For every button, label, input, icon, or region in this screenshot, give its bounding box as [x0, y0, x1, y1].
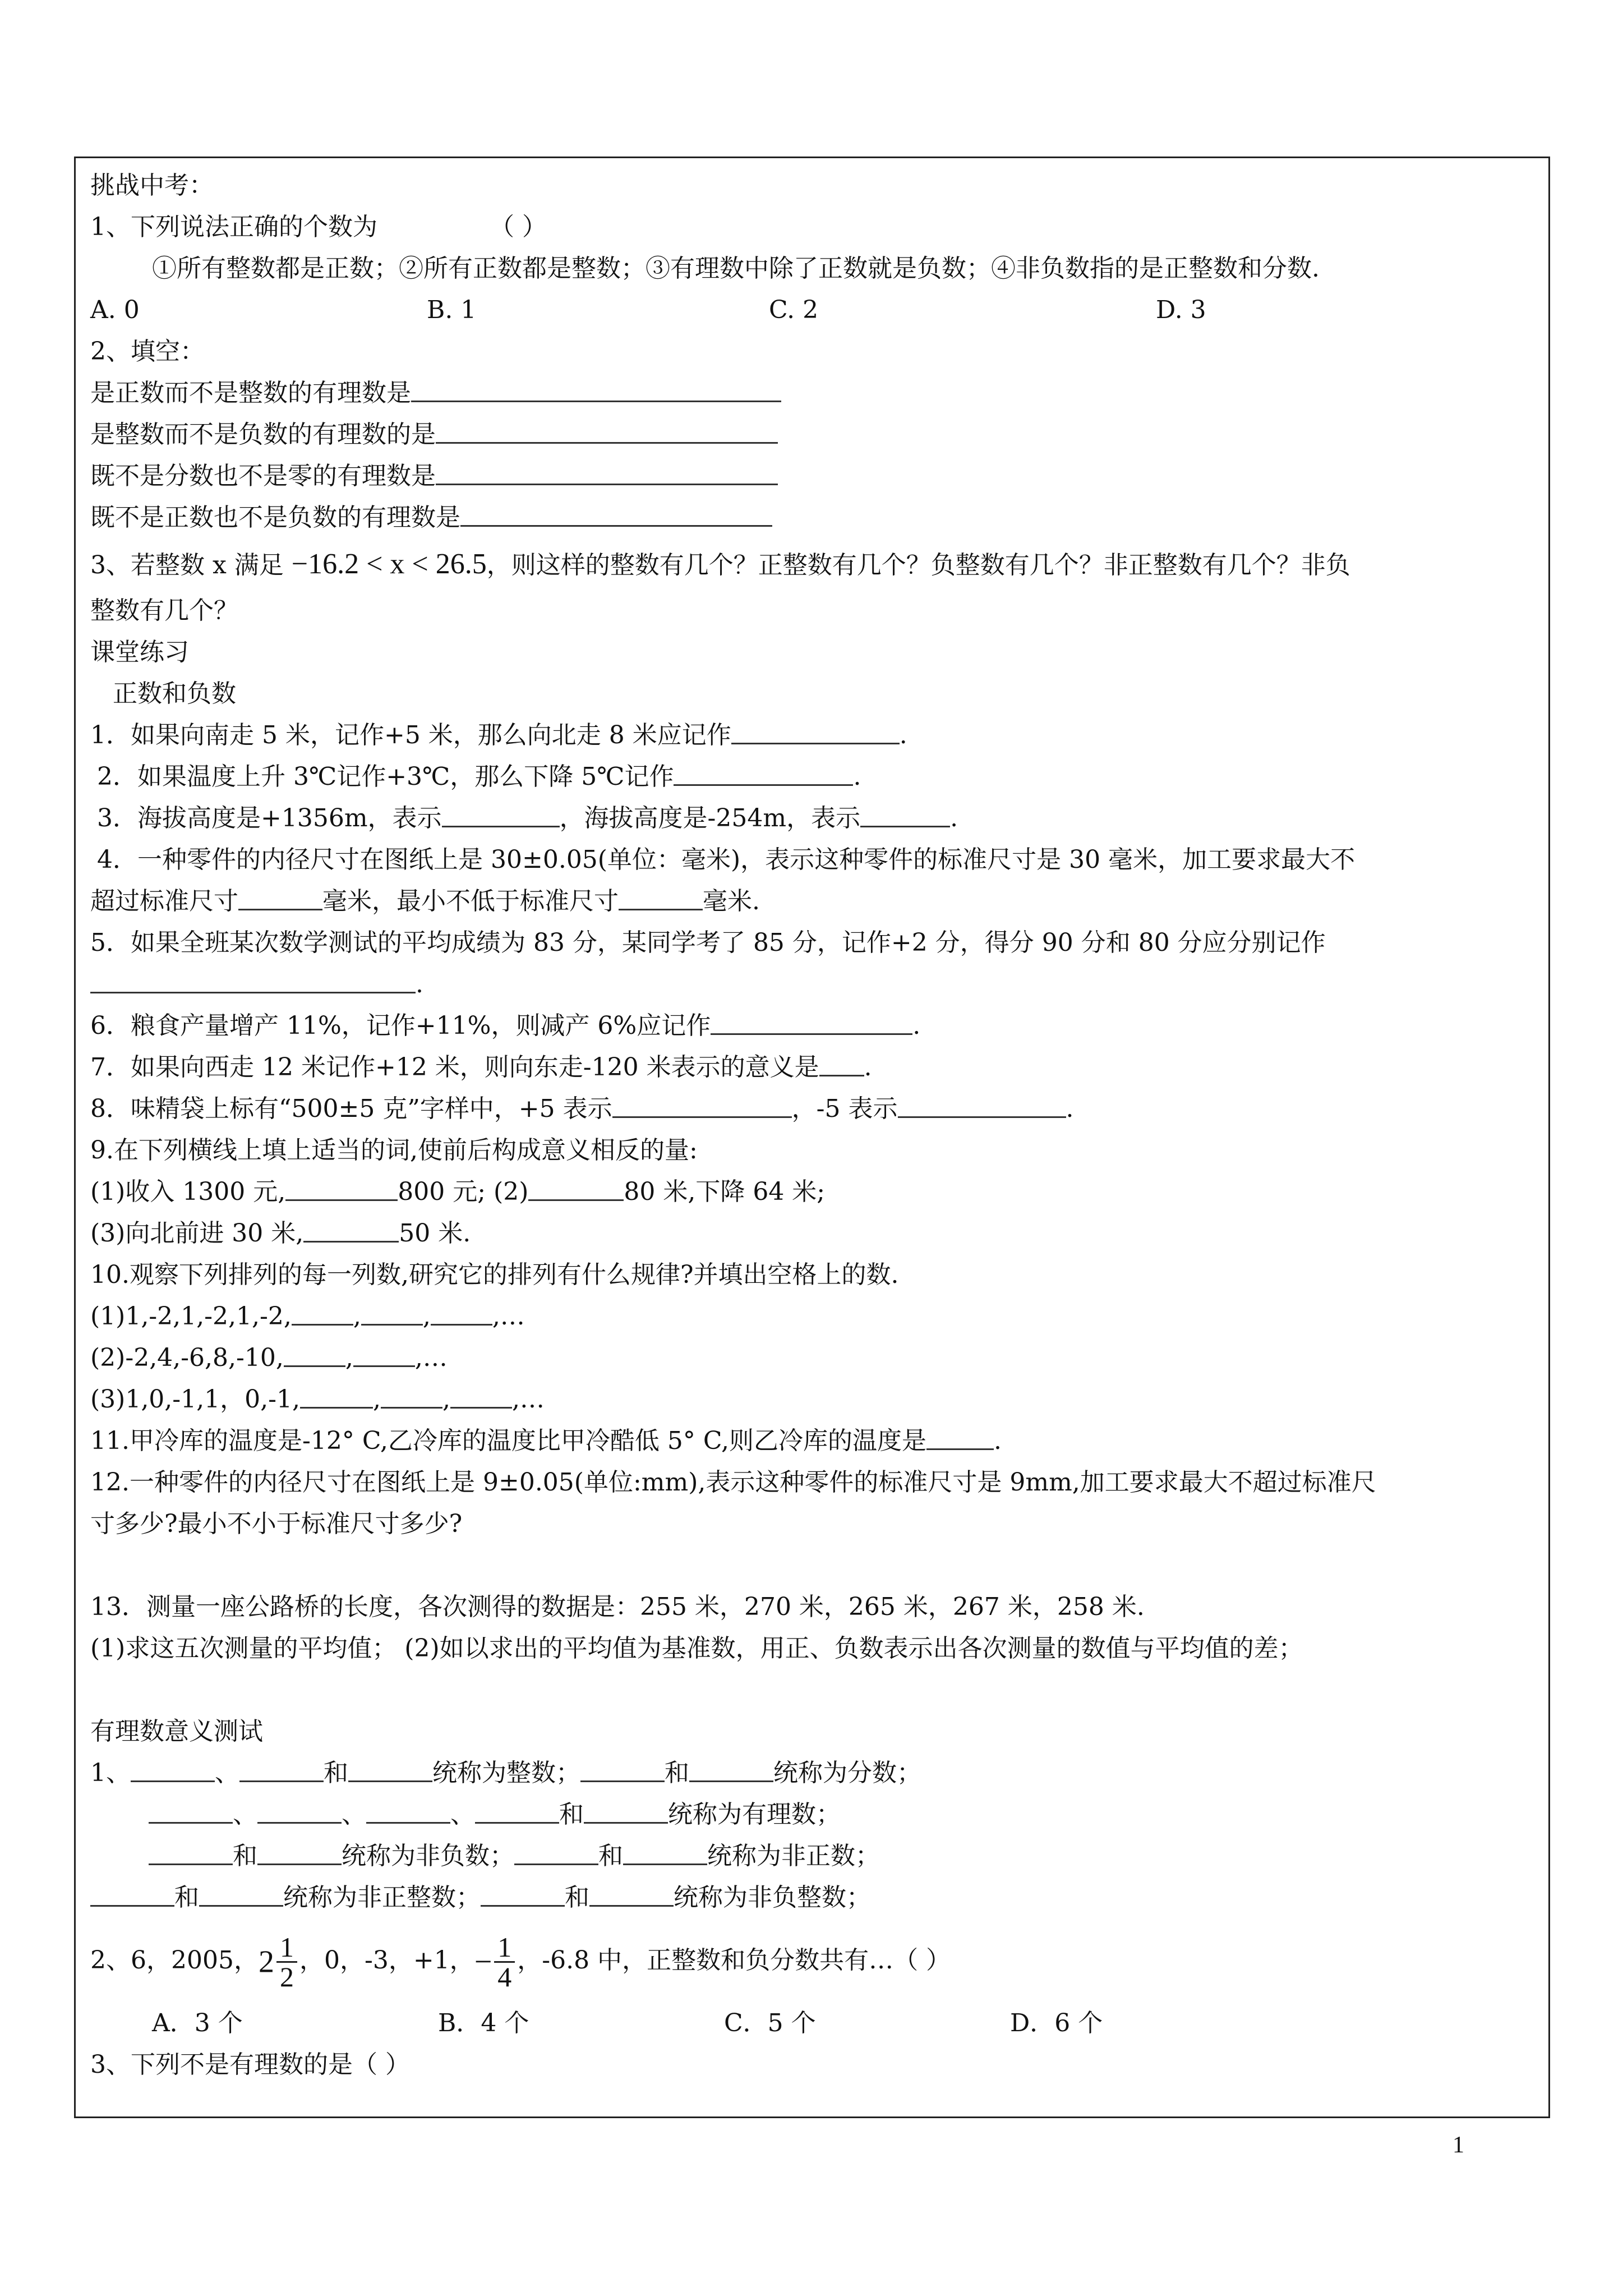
fill-line — [90, 372, 1537, 414]
answer-blank[interactable] — [149, 1797, 233, 1824]
answer-blank[interactable] — [257, 1839, 342, 1865]
answer-blank[interactable] — [450, 1382, 512, 1409]
q-text: 统称为非负整数； — [674, 1883, 871, 1912]
answer-blank[interactable] — [436, 417, 778, 444]
practice-q11 — [90, 1420, 1537, 1462]
option-a: A．3 个 — [152, 2009, 243, 2037]
worksheet-content — [90, 165, 1537, 2086]
q-text: , — [511, 1385, 520, 1414]
q-text: . — [416, 970, 423, 999]
q-text: … — [422, 1343, 448, 1372]
section-title-challenge: 挑战中考： — [90, 171, 214, 200]
q-text: 统称为有理数； — [668, 1800, 841, 1829]
q-text: 11.甲冷库的温度是-12° C,乙冷库的温度比甲冷酷低 5° C,则乙冷库的温度是 — [90, 1427, 926, 1455]
question-2-title: 2、填空： — [90, 337, 205, 366]
practice-q4: 4．一种零件的内径尺寸在图纸上是 30±0.05(单位：毫米)，表示这种零件的标准尺寸是 30 毫米，加工要求最大不 — [97, 845, 1355, 874]
q-text: 、 — [215, 1759, 239, 1787]
answer-blank[interactable] — [300, 1382, 373, 1409]
q-text: 1、 — [90, 1759, 131, 1787]
test-q1-line3 — [90, 1835, 1537, 1877]
q-text: 和 — [559, 1800, 584, 1829]
test-q2-options — [90, 2003, 1537, 2044]
option-a: A. 0 — [90, 296, 140, 324]
answer-blank[interactable] — [612, 1092, 792, 1118]
answer-blank[interactable] — [481, 1880, 565, 1907]
answer-blank[interactable] — [303, 1216, 399, 1243]
q-text: (1)收入 1300 元, — [90, 1177, 286, 1206]
question-1 — [90, 206, 1537, 248]
answer-blank[interactable] — [366, 1797, 450, 1824]
fraction-one-quarter — [494, 1933, 515, 1991]
option-c: C. 2 — [769, 296, 819, 324]
question-3 — [90, 539, 1537, 590]
answer-blank[interactable] — [90, 967, 416, 993]
practice-q13-line2: (1)求这五次测量的平均值； (2)如以求出的平均值为基准数，用正、负数表示出各次测量的数值与平均值的差； — [90, 1634, 1303, 1663]
answer-blank[interactable] — [528, 1175, 624, 1201]
answer-blank[interactable] — [149, 1839, 233, 1865]
answer-blank[interactable] — [711, 1009, 912, 1035]
q-text: 统称为分数； — [773, 1759, 921, 1787]
practice-q2 — [90, 756, 1537, 798]
question-3-line2: 整数有几个？ — [90, 596, 238, 625]
test-q3: 3、下列不是有理数的是（ ） — [90, 2050, 410, 2079]
sequence-3 — [90, 1379, 1537, 1420]
practice-q12-line2: 寸多少?最小不小于标准尺寸多少? — [90, 1510, 463, 1538]
fill-label: 既不是正数也不是负数的有理数是 — [90, 503, 460, 532]
answer-blank[interactable] — [353, 1341, 415, 1367]
q-text: 、 — [233, 1800, 257, 1829]
q-text: 和 — [324, 1759, 348, 1787]
answer-blank[interactable] — [689, 1756, 773, 1782]
q-text: , — [442, 1385, 450, 1414]
question-1-options — [90, 289, 1537, 331]
minus-sign: − — [474, 1944, 492, 1980]
section-subtitle: 正数和负数 — [113, 679, 236, 708]
option-c: C．5 个 — [724, 2009, 816, 2037]
q-text: 毫米. — [703, 887, 760, 915]
q-text: 1．如果向南走 5 米，记作+5 米，那么向北走 8 米应记作 — [90, 721, 731, 749]
answer-blank[interactable] — [411, 376, 781, 402]
answer-blank[interactable] — [381, 1382, 442, 1409]
section-title-practice: 课堂练习 — [90, 638, 189, 666]
practice-q10: 10.观察下列排列的每一列数,研究它的排列有什么规律?并填出空格上的数. — [90, 1260, 899, 1289]
answer-blank[interactable] — [257, 1797, 342, 1824]
practice-q8 — [90, 1088, 1537, 1130]
q-text: ，0，-3，+1， — [299, 1946, 474, 1975]
practice-q5-line2 — [90, 964, 1537, 1005]
practice-q3 — [90, 798, 1537, 839]
q-text: 、 — [342, 1800, 366, 1829]
q-text: 和 — [233, 1842, 257, 1870]
q-text: (3)向北前进 30 米, — [90, 1219, 304, 1248]
answer-blank[interactable] — [926, 1424, 994, 1450]
numerator: 1 — [494, 1933, 515, 1963]
practice-q12: 12.一种零件的内径尺寸在图纸上是 9±0.05(单位:mm),表示这种零件的标准尺寸是 9mm,加工要求最大不超过标准尺 — [90, 1468, 1376, 1497]
q-text: . — [950, 804, 958, 832]
q-text: 7．如果向西走 12 米记作+12 米，则向东走-120 米表示的意义是 — [90, 1053, 819, 1082]
q-text: 毫米，最小不低于标准尺寸 — [322, 887, 619, 915]
practice-q9-line2 — [90, 1171, 1537, 1213]
answer-blank[interactable] — [239, 1756, 324, 1782]
answer-blank[interactable] — [623, 1839, 707, 1865]
answer-blank[interactable] — [584, 1797, 668, 1824]
answer-blank[interactable] — [238, 884, 322, 910]
answer-blank[interactable] — [460, 500, 772, 527]
q-text: . — [899, 721, 907, 749]
fill-label: 是整数而不是负数的有理数的是 — [90, 420, 436, 449]
answer-blank[interactable] — [431, 1299, 492, 1326]
mixed-number-whole: 2 — [258, 1944, 274, 1980]
practice-q9-line3 — [90, 1213, 1537, 1254]
q-text: . — [853, 762, 861, 791]
q-text: 统称为非负数； — [342, 1842, 514, 1870]
inequality: −16.2 < x < 26.5 — [291, 548, 487, 580]
answer-blank[interactable] — [580, 1756, 665, 1782]
answer-blank[interactable] — [292, 1299, 353, 1326]
answer-blank[interactable] — [436, 459, 778, 485]
practice-q5: 5．如果全班某次数学测试的平均成绩为 83 分，某同学考了 85 分，记作+2 分，得分 90 分和 80 分应分别记作 — [90, 928, 1326, 957]
fill-line — [90, 414, 1537, 455]
answer-blank[interactable] — [898, 1092, 1066, 1118]
fill-label: 既不是分数也不是零的有理数是 — [90, 462, 436, 490]
numerator: 1 — [276, 1933, 297, 1963]
answer-blank[interactable] — [199, 1880, 283, 1907]
q-text: , — [492, 1302, 500, 1331]
practice-q13: 13．测量一座公路桥的长度，各次测得的数据是：255 米，270 米，265 米，267 米，258 米. — [90, 1593, 1145, 1621]
answer-blank[interactable] — [284, 1341, 345, 1367]
answer-blank[interactable] — [819, 1050, 864, 1076]
question-1-statements: ①所有整数都是正数；②所有正数都是整数；③有理数中除了正数就是负数；④非负数指的是正整数和分数. — [152, 254, 1320, 283]
answer-blank[interactable] — [514, 1839, 598, 1865]
q-text: 和 — [598, 1842, 623, 1870]
q-text: 统称为整数； — [432, 1759, 580, 1787]
spacer — [90, 1669, 1537, 1711]
answer-blank[interactable] — [619, 884, 703, 910]
q-text: 、 — [450, 1800, 475, 1829]
answer-blank[interactable] — [90, 1880, 174, 1907]
q-text: (1)1,-2,1,-2,1,-2, — [90, 1302, 292, 1331]
sequence-1 — [90, 1296, 1537, 1337]
spacer — [90, 1545, 1537, 1586]
practice-q7 — [90, 1047, 1537, 1088]
answer-blank[interactable] — [361, 1299, 423, 1326]
option-d: D．6 个 — [1010, 2009, 1103, 2037]
q-text: (2)-2,4,-6,8,-10, — [90, 1343, 284, 1372]
answer-blank[interactable] — [348, 1756, 432, 1782]
q-text: 6．粮食产量增产 11%，记作+11%，则减产 6%应记作 — [90, 1011, 711, 1040]
q-text: , — [345, 1343, 353, 1372]
test-q1-line1 — [90, 1752, 1537, 1794]
denominator: 2 — [279, 1961, 294, 1993]
q-text: … — [519, 1385, 545, 1414]
q-text: 80 米,下降 64 米; — [624, 1177, 826, 1206]
question-3-post: ，则这样的整数有几个？正整数有几个？负整数有几个？非正整数有几个？非负 — [486, 551, 1350, 579]
answer-blank[interactable] — [285, 1175, 398, 1201]
q-text: 50 米. — [399, 1219, 471, 1248]
q-text: 2、6，2005， — [90, 1946, 259, 1975]
page-number: 1 — [1453, 2132, 1464, 2158]
q-text: 统称为非正数； — [707, 1842, 880, 1870]
practice-q4-line2 — [90, 881, 1537, 922]
answer-paren: （ ） — [490, 213, 547, 241]
q-text: 3．海拔高度是+1356m，表示 — [97, 804, 442, 832]
denominator: 4 — [497, 1961, 512, 1993]
q-text: . — [864, 1053, 872, 1082]
q-text: 和 — [174, 1883, 199, 1912]
option-b: B．4 个 — [438, 2009, 529, 2037]
practice-q9: 9.在下列横线上填上适当的词,使前后构成意义相反的量: — [90, 1136, 698, 1165]
answer-blank[interactable] — [860, 801, 950, 827]
q-text: . — [1066, 1094, 1074, 1123]
practice-q6 — [90, 1005, 1537, 1047]
practice-q1 — [90, 715, 1537, 756]
q-text: . — [912, 1011, 921, 1040]
q-text: 和 — [565, 1883, 589, 1912]
fill-line — [90, 455, 1537, 497]
q-text: 8．味精袋上标有“500±5 克”字样中，+5 表示 — [90, 1094, 612, 1123]
q-text: ，-6.8 中，正整数和负分数共有…（ ） — [517, 1946, 951, 1975]
q-text: , — [372, 1385, 381, 1414]
q-text: , — [422, 1302, 431, 1331]
question-3-pre: 3、若整数 x 满足 — [90, 551, 284, 579]
answer-blank[interactable] — [131, 1756, 215, 1782]
fraction-one-half — [276, 1933, 297, 1991]
q-text: 统称为非正整数； — [283, 1883, 481, 1912]
sequence-2 — [90, 1337, 1537, 1379]
answer-blank[interactable] — [674, 760, 853, 786]
q-text: (3)1,0,-1,1，0,-1, — [90, 1385, 300, 1414]
option-b: B. 1 — [427, 296, 477, 324]
q-text: 超过标准尺寸 — [90, 887, 238, 915]
test-q2 — [90, 1918, 1537, 2003]
fill-line — [90, 497, 1537, 539]
q-text: 和 — [665, 1759, 689, 1787]
answer-blank[interactable] — [442, 801, 560, 827]
q-text: 2．如果温度上升 3℃记作+3℃，那么下降 5℃记作 — [97, 762, 674, 791]
answer-blank[interactable] — [731, 718, 900, 744]
q-text: , — [353, 1302, 361, 1331]
answer-blank[interactable] — [589, 1880, 674, 1907]
test-q1-line4 — [90, 1877, 1537, 1918]
test-q1-line2 — [90, 1794, 1537, 1835]
q-text: 800 元; (2) — [398, 1177, 529, 1206]
section-title-test: 有理数意义测试 — [90, 1717, 263, 1746]
q-text: ，-5 表示 — [791, 1094, 898, 1123]
q-text: ，海拔高度是-254m，表示 — [559, 804, 861, 832]
answer-blank[interactable] — [475, 1797, 559, 1824]
worksheet-frame — [74, 157, 1550, 2118]
question-1-stem: 1、下列说法正确的个数为 — [90, 213, 377, 241]
q-text: . — [993, 1427, 1002, 1455]
q-text: … — [500, 1302, 525, 1331]
fill-label: 是正数而不是整数的有理数是 — [90, 379, 411, 407]
option-d: D. 3 — [1156, 296, 1206, 324]
q-text: , — [414, 1343, 423, 1372]
